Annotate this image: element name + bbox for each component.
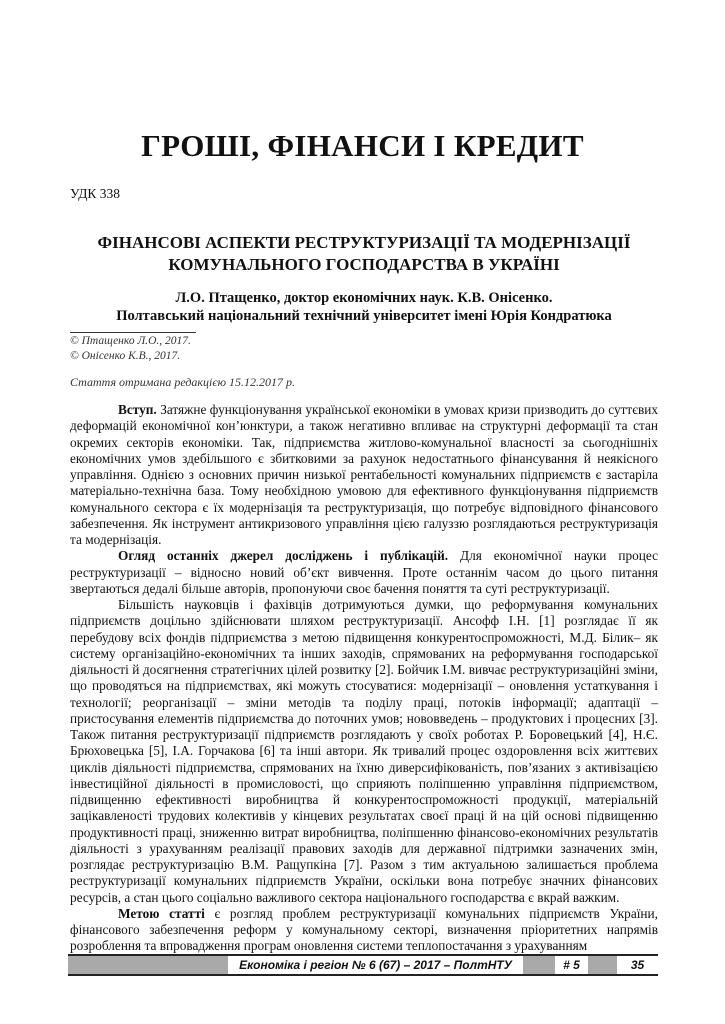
copyright-line: © Онісенко К.В., 2017. (70, 350, 181, 362)
author-affiliation: Полтавський національний технічний університет імені Юрія Кондратюка (116, 308, 612, 324)
copyright-notes (70, 334, 191, 364)
paragraph-text: Для економічної науки процес реструктуризації – відносно новий об’єкт вивчення. Проте останнім часом до цього питання звертаються дедалі більше авторів, пропонуючи своє бачення поняття та суті реструктуризації. (70, 548, 658, 596)
copyright-divider (70, 332, 196, 333)
article-title-line: ФІНАНСОВІ АСПЕКТИ РЕСТРУКТУРИЗАЦІЇ ТА МОДЕРНІЗАЦІЇ (97, 233, 631, 252)
section-title: ГРОШІ, ФІНАНСИ І КРЕДИТ (141, 128, 584, 163)
udk-code: УДК 338 (70, 186, 121, 201)
paragraph-lead: Огляд останніх джерел досліджень і публікацій. (118, 548, 449, 564)
article-title (70, 232, 658, 276)
copyright-line: © Птащенко Л.О., 2017. (70, 335, 191, 347)
footer-gray-block (523, 956, 555, 974)
paragraph-lead: Метою статті (118, 905, 205, 921)
paragraph-literature-review (70, 548, 658, 597)
article-body (70, 402, 658, 955)
page-footer (68, 954, 658, 976)
paragraph-text: є розгляд проблем реструктуризації комунальних підприємств України, фінансового забезпечення реформ у комунальному секторі, визначення пріоритетних напрямів розроблення та впровадження програм оновлення системи теплопостачання з урахуванням (70, 905, 658, 954)
footer-gray-block (588, 956, 617, 974)
authors (70, 289, 658, 325)
paragraph-introduction (70, 402, 658, 548)
footer-gray-block (68, 956, 228, 974)
received-date: Стаття отримана редакцією 15.12.2017 р. (70, 375, 296, 389)
author-names: Л.О. Птащенко, доктор економічних наук. К.В. Онісенко. (175, 290, 553, 306)
paragraph-scholars (70, 597, 658, 906)
article-title-line: КОМУНАЛЬНОГО ГОСПОДАРСТВА В УКРАЇНІ (168, 255, 560, 274)
paragraph-text: Затяжне функціонування української економіки в умовах кризи призводить до суттєвих деформацій економічної кон’юнктури, а також негативно впливає на структурні деформації та стан окремих секторів економіки. Так, підприємства житлово-комунальної власності за сьогоднішніх економічних умов здебільшого є збитковими за рахунок недостатнього фінансування й неякісного управління. Однією з основних причин низької рентабельності комунальних підприємств є застаріла матеріально-технічна база. Тому необхідною умовою для ефективного функціонування підприємств комунального сектора є їх модернізація та реструктуризація, що потребує відповідного фінансового забезпечення. Як інструмент антикризового управління цією галуззю розглядаються реструктуризація та модернізація. (70, 402, 658, 547)
footer-page-number: 35 (617, 956, 658, 974)
paragraph-text: Більшість науковців і фахівців дотримуються думки, що реформування комунальних підприємств доцільно здійснювати шляхом реструктуризації. Ансофф І.Н. [1] розглядає її як перебудову всіх фондів підприємства з метою підвищення конкурентоспроможності, М.Д. Білик– як систему організаційно-економічних та інших заходів, спрямованих на реформування господарської діяльності й досягнення стратегічних цілей розвитку [2]. Бойчик І.М. вивчає реструктуризаційні зміни, що проводяться на підприємствах, які можуть стосуватися: модернізації – оновлення устаткування і технології; реорганізації – зміни методів та поділу праці, потоків інформації; адаптації – пристосування елементів підприємства до поточних умов; нововведень – продуктових і процесних [3]. Також питання реструктуризації підприємств розглядають у своїх роботах Р. Боровецький [4], Н.Є. Брюховецька [5], І.А. Горчакова [6] та інші автори. Як тривалий процес оздоровлення всіх життєвих циклів діяльності підприємства, спрямованих на їхню диверсифікованість, пов’язаних з активізацією інвестиційної діяльності в промисловості, що сприяють поліпшенню управління підприємством, підвищенню ефективності виробництва й конкурентоспроможності продукції, матеріальній зацікавленості трудових колективів у кінцевих результатах своєї праці й на цій основі підвищенню продуктивності праці, зниженню витрат виробництва, поліпшенню фінансово-економічних результатів діяльності з урахуванням реалізації правових заходів для державної підтримки зазначених змін, розглядає реструктуризацію В.М. Ращупкіна [7]. Разом з тим актуальною залишається проблема реструктуризації комунальних підприємств України, оскільки вона потребує значних фінансових ресурсів, а стан цього соціально важливого сектора національного господарства є вкрай важким. (70, 597, 658, 905)
paragraph-lead: Вступ. (118, 402, 157, 417)
footer-journal: Економіка і регіон № 6 (67) – 2017 – ПолтНТУ (228, 956, 523, 974)
paragraph-aim (70, 906, 658, 955)
footer-issue: # 5 (555, 956, 588, 974)
